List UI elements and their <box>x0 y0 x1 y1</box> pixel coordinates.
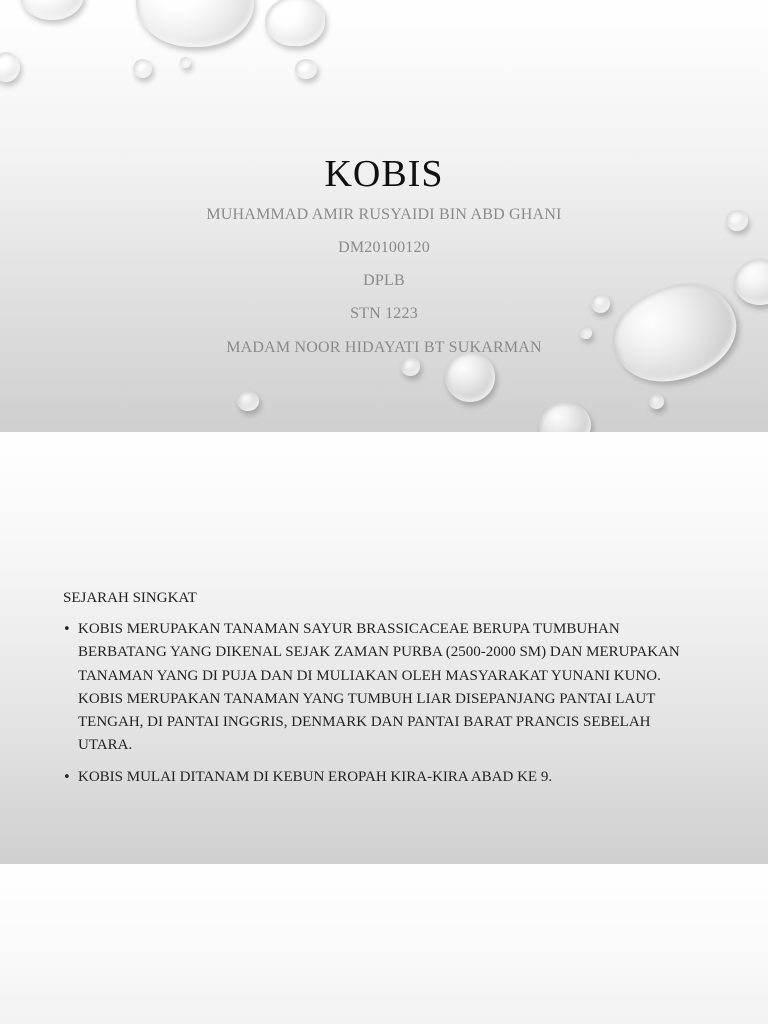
water-drop <box>265 0 325 46</box>
lecturer-name: MADAM NOOR HIDAYATI BT SUKARMAN <box>226 339 542 356</box>
water-drop <box>649 394 664 409</box>
author-name: MUHAMMAD AMIR RUSYAIDI BIN ABD GHANI <box>206 206 562 223</box>
water-drop <box>445 352 495 402</box>
water-drop <box>20 0 84 20</box>
water-drop <box>180 57 191 68</box>
bullet-item <box>63 766 703 789</box>
water-drop <box>133 59 152 78</box>
bullet-text: KOBIS MULAI DITANAM DI KEBUN EROPAH KIRA-KIRA ABAD KE 9. <box>78 768 553 785</box>
water-drop <box>0 52 20 82</box>
water-drop <box>401 357 420 376</box>
course-code: STN 1223 <box>350 305 418 322</box>
program-code: DPLB <box>363 272 405 289</box>
bullet-item <box>63 618 703 758</box>
content-slide <box>0 432 768 864</box>
next-slide <box>0 864 768 1024</box>
bullet-list <box>63 618 703 797</box>
bullet-text: KOBIS MERUPAKAN TANAMAN SAYUR BRASSICACEAE BERUPA TUMBUHAN BERBATANG YANG DIKENAL SEJAK ZAMAN PURBA (2500-2000 SM) DAN MERUPAKAN TANAMAN YANG DI PUJA DAN DI MULIAKAN OLEH MASYARAKAT YUNANI KUNO. KOBIS MERUPAKAN TANAMAN YANG TUMBUH LIAR DISEPANJANG PANTAI LAUT TENGAH, DI PANTAI INGGRIS, DENMARK DAN PANTAI BARAT PRANCIS SEBELAH UTARA. <box>78 621 680 754</box>
water-drop <box>237 391 259 411</box>
water-drop <box>580 327 592 339</box>
section-heading: SEJARAH SINGKAT <box>63 590 197 606</box>
slide-title: KOBIS <box>324 153 444 195</box>
water-drop <box>539 402 591 432</box>
water-drop <box>136 0 254 47</box>
water-drop <box>295 59 317 79</box>
bullet-icon: • <box>63 622 71 637</box>
title-slide <box>0 0 768 432</box>
bullet-icon: • <box>63 769 71 785</box>
student-id: DM20100120 <box>338 239 430 256</box>
